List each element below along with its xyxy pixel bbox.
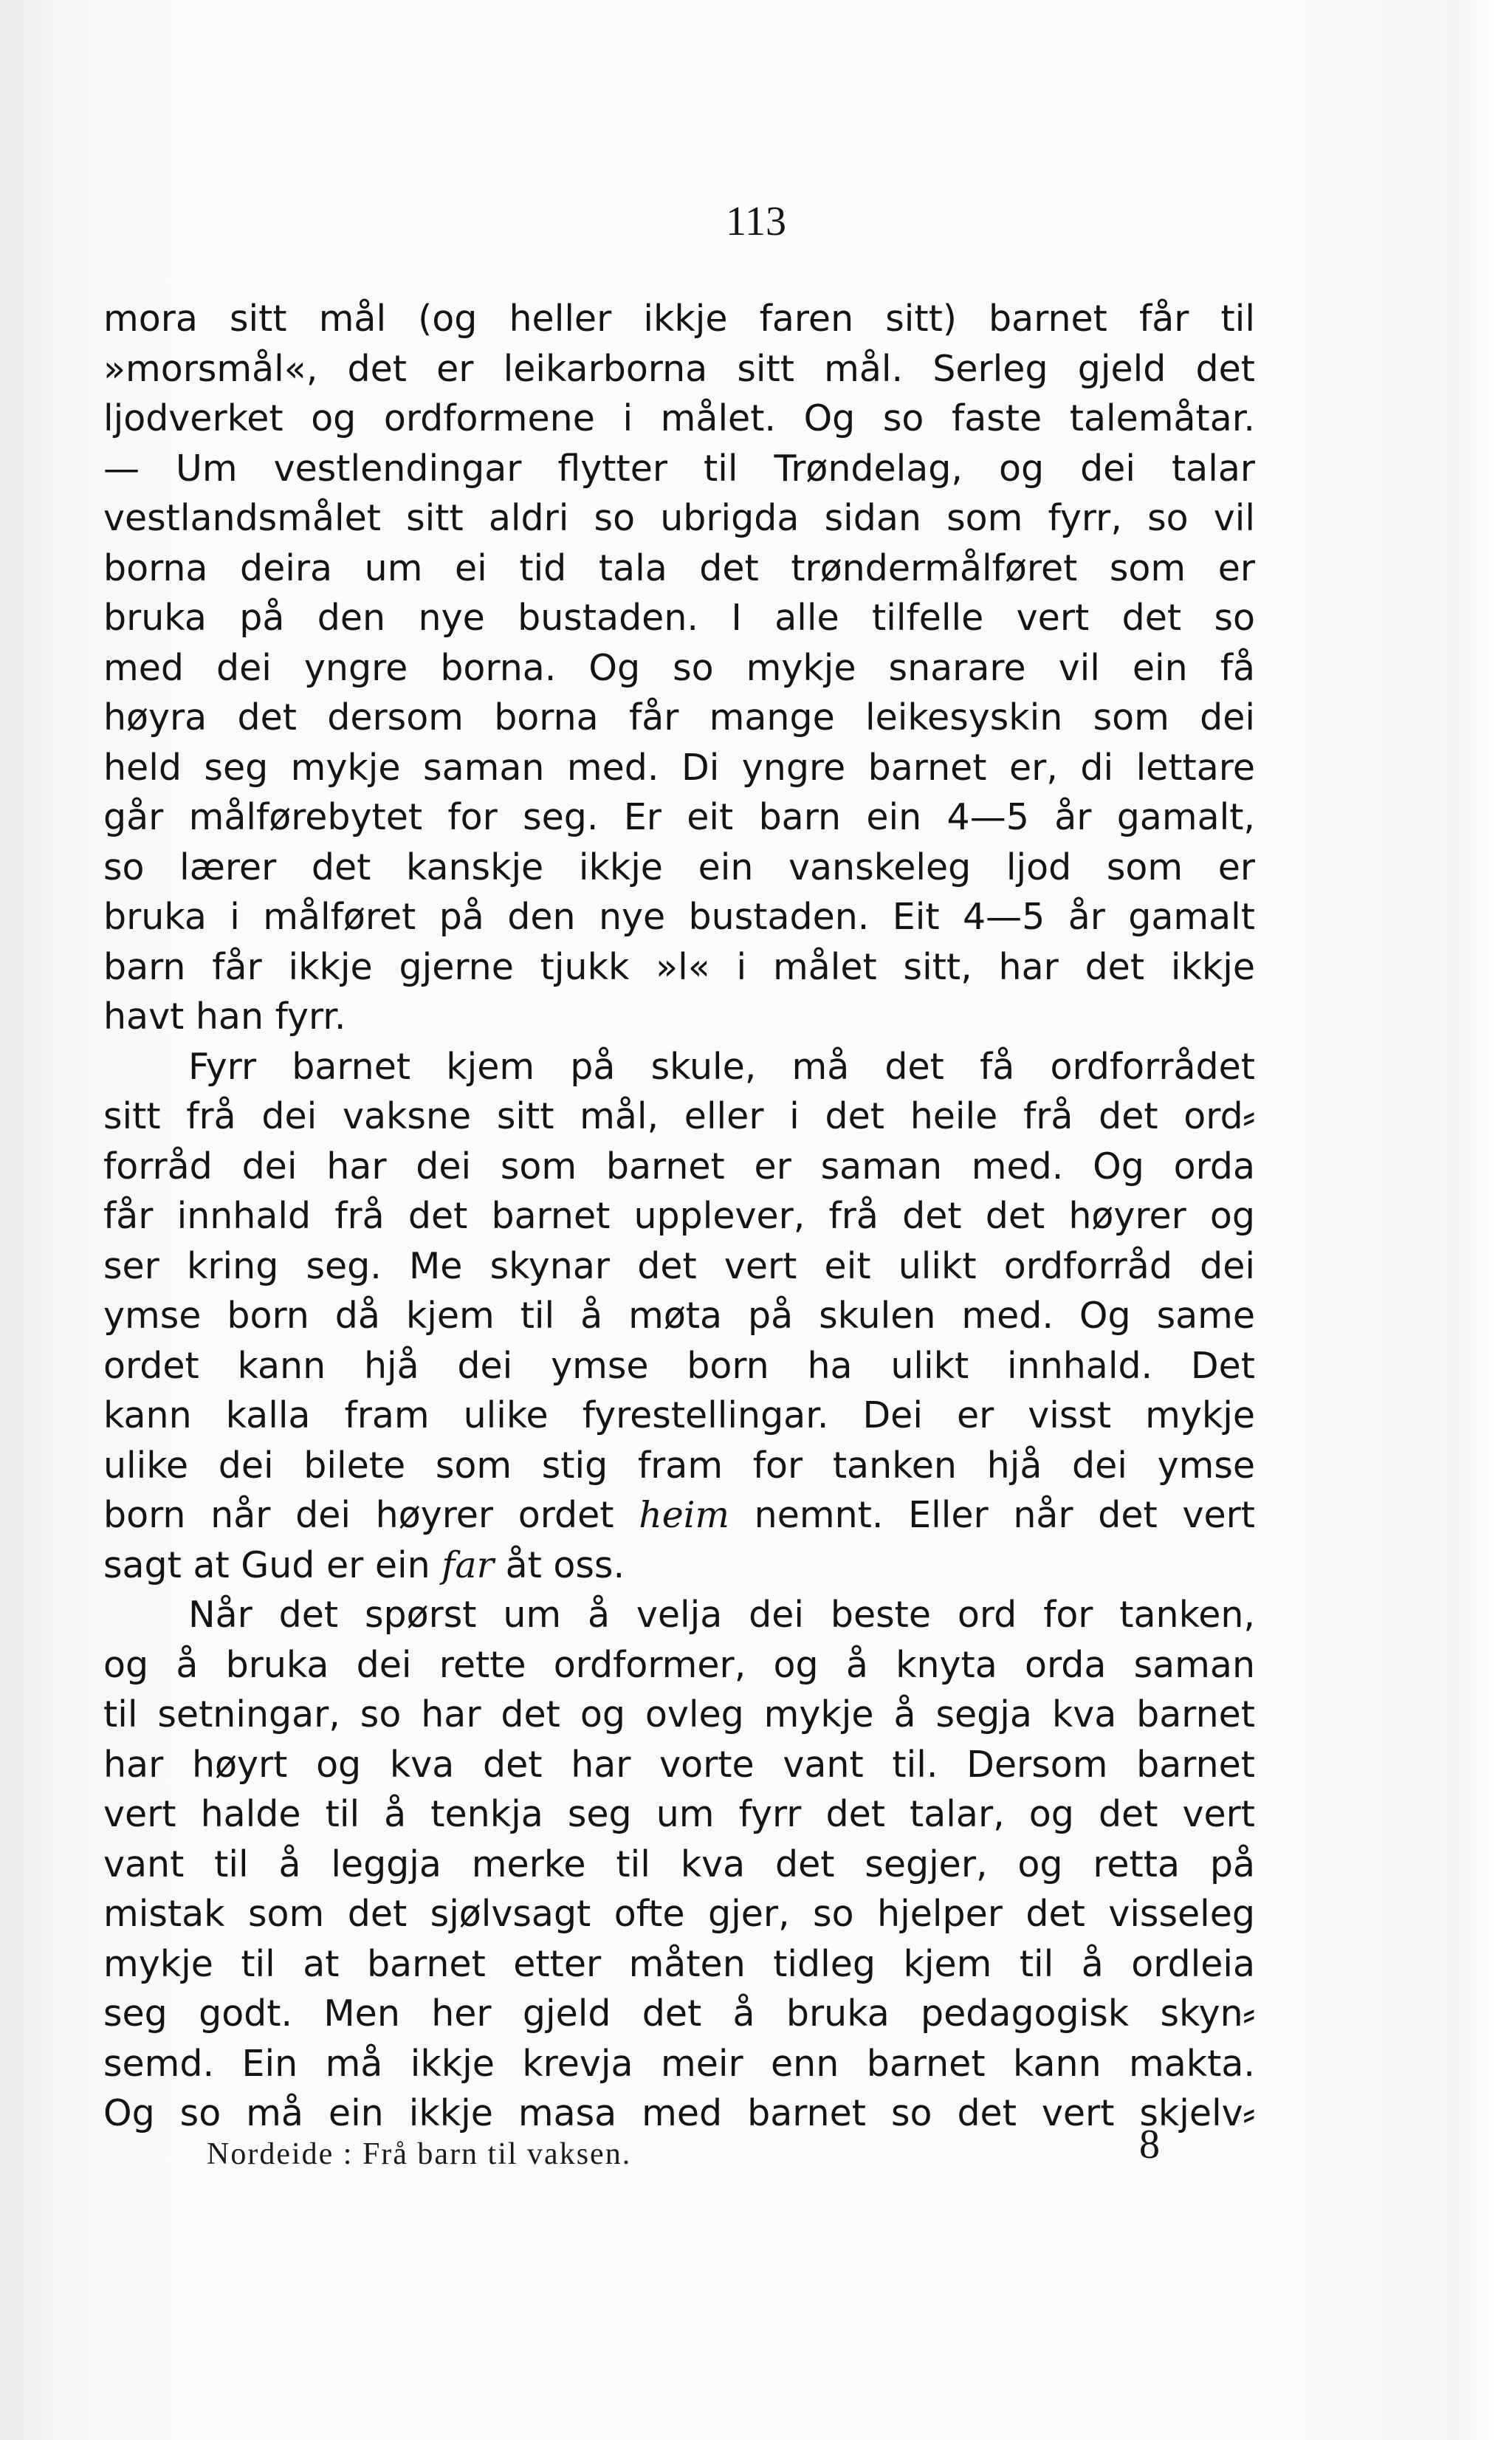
- text-line: kann kalla fram ulike fyrestellingar. Dei er visst mykje: [103, 1394, 1255, 1436]
- text-line: seg godt. Men her gjeld det å bruka pedagogisk skyn⸗: [103, 1992, 1255, 2035]
- text-line: borna deira um ei tid tala det trøndermålføret som er: [103, 546, 1255, 589]
- text-line: til setningar, so har det og ovleg mykje å segja kva barnet: [103, 1693, 1255, 1735]
- text-line: held seg mykje saman med. Di yngre barnet er, di lettare: [103, 746, 1255, 789]
- text-line: forråd dei har dei som barnet er saman med. Og orda: [103, 1145, 1255, 1188]
- footer-running-title: Nordeide : Frå barn til vaksen.: [207, 2137, 632, 2171]
- text-line: og å bruka dei rette ordformer, og å knyta orda saman: [103, 1643, 1255, 1686]
- text-line: »morsmål«, det er leikarborna sitt mål. Serleg gjeld det: [103, 347, 1255, 390]
- text-line: ordet kann hjå dei ymse born ha ulikt innhald. Det: [103, 1344, 1255, 1387]
- body-text: [103, 294, 1255, 2139]
- text-line: Og so må ein ikkje masa med barnet so det vert skjelv⸗: [103, 2092, 1255, 2134]
- text-line: med dei yngre borna. Og so mykje snarare vil ein få: [103, 646, 1255, 689]
- text-line: mykje til at barnet etter måten tidleg kjem til å ordleia: [103, 1942, 1255, 1985]
- text-line: ljodverket og ordformene i målet. Og so faste talemåtar.: [103, 397, 1255, 439]
- text-line: går målførebytet for seg. Er eit barn ein 4—5 år gamalt,: [103, 796, 1255, 838]
- text-line: bruka på den nye bustaden. I alle tilfelle vert det so: [103, 597, 1255, 639]
- text-line: ulike dei bilete som stig fram for tanken hjå dei ymse: [103, 1444, 1255, 1487]
- text-line: so lærer det kanskje ikkje ein vanskeleg ljod som er: [103, 846, 1255, 888]
- text-line: semd. Ein må ikkje krevja meir enn barnet kann makta.: [103, 2042, 1255, 2085]
- italic-word: far: [441, 1543, 495, 1586]
- text-line: har høyrt og kva det har vorte vant til. Dersom barnet: [103, 1743, 1255, 1786]
- text-line: vert halde til å tenkja seg um fyrr det talar, og det vert: [103, 1793, 1255, 1835]
- page-number: 113: [726, 199, 786, 244]
- text-line: barn får ikkje gjerne tjukk »l« i målet sitt, har det ikkje: [103, 945, 1255, 988]
- text-line-start: born når dei høyrer ordet: [103, 1494, 639, 1536]
- text-line: mistak som det sjølvsagt ofte gjer, so hjelper det visseleg: [103, 1893, 1255, 1935]
- text-line: vant til å leggja merke til kva det segjer, og retta på: [103, 1843, 1255, 1885]
- text-line-end: åt oss.: [494, 1543, 625, 1586]
- text-line: høyra det dersom borna får mange leikesyskin som dei: [103, 696, 1255, 738]
- text-line: ser kring seg. Me skynar det vert eit ulikt ordforråd dei: [103, 1244, 1255, 1287]
- text-line: [103, 1490, 1255, 1541]
- text-line: får innhald frå det barnet upplever, frå det det høyrer og: [103, 1195, 1255, 1237]
- italic-word: heim: [639, 1494, 729, 1536]
- text-line: — Um vestlendingar flytter til Trøndelag, og dei talar: [103, 447, 1255, 490]
- text-line: Fyrr barnet kjem på skule, må det få ordforrådet: [188, 1045, 1255, 1088]
- text-line: Når det spørst um å velja dei beste ord for tanken,: [188, 1594, 1255, 1636]
- text-line-start: sagt at Gud er ein: [103, 1543, 442, 1586]
- text-line-end: nemnt. Eller når det vert: [729, 1494, 1255, 1536]
- footer-signature-mark: 8: [1139, 2122, 1160, 2167]
- text-line: mora sitt mål (og heller ikkje faren sitt) barnet får til: [103, 298, 1255, 340]
- text-line: havt han fyrr.: [103, 995, 346, 1038]
- text-line: bruka i målføret på den nye bustaden. Eit 4—5 år gamalt: [103, 896, 1255, 938]
- text-line: [103, 1541, 1255, 1591]
- text-line: ymse born då kjem til å møta på skulen med. Og same: [103, 1295, 1255, 1337]
- text-line: sitt frå dei vaksne sitt mål, eller i det heile frå det ord⸗: [103, 1095, 1255, 1137]
- text-line: vestlandsmålet sitt aldri so ubrigda sidan som fyrr, so vil: [103, 497, 1255, 539]
